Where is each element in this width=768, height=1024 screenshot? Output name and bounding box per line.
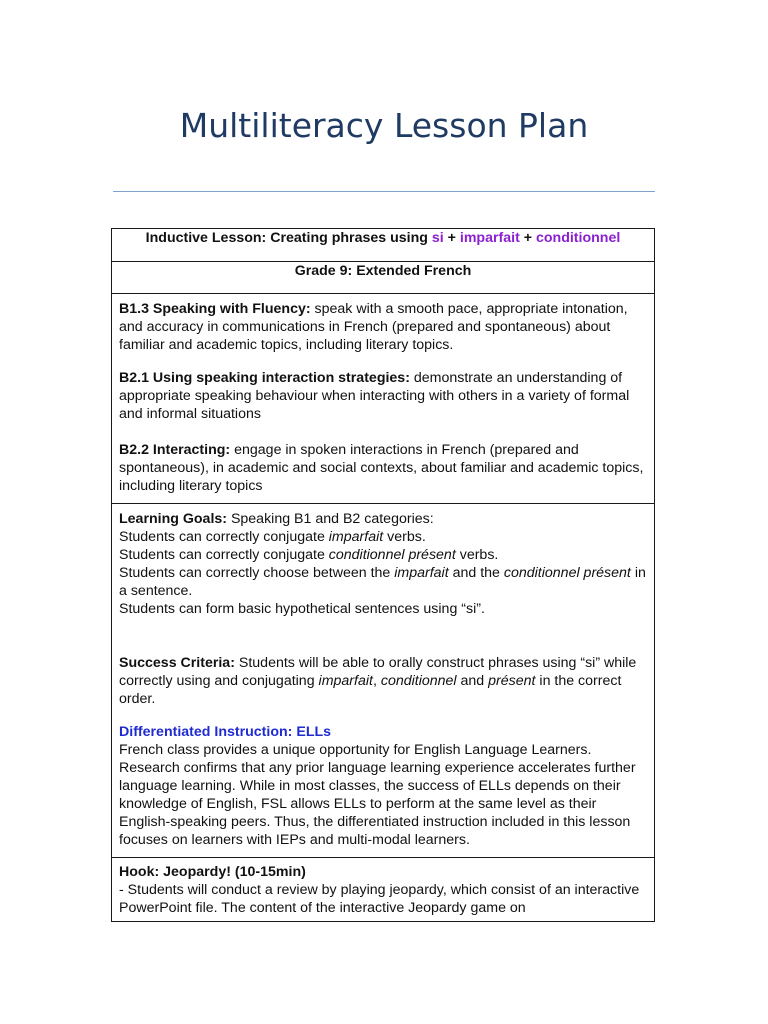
expectation-b2-1 (119, 369, 647, 423)
differentiated-heading: Differentiated Instruction: ELLs (119, 724, 332, 740)
plus-sign: + (519, 230, 536, 246)
learning-goals-intro-text: Speaking B1 and B2 categories: (227, 511, 434, 527)
learning-goals (119, 510, 647, 618)
learning-goal-item (119, 564, 647, 600)
expectation-text: engage in spoken interactions in French (prepared and spontaneous), in academic and social contexts, about familiar and academic topics, including literary topics (119, 442, 644, 494)
goal-italic: imparfait (394, 565, 449, 581)
learning-goal-item: Students can form basic hypothetical sentences using “si”. (119, 601, 485, 617)
success-criteria (119, 654, 647, 708)
expectation-label: B2.2 Interacting: (119, 442, 231, 458)
differentiated-instruction (119, 723, 647, 849)
title-divider (113, 191, 655, 192)
goal-italic: conditionnel présent (328, 547, 456, 563)
expectation-b2-2 (119, 441, 647, 495)
plus-sign: + (443, 230, 460, 246)
grade-row (112, 262, 655, 294)
criteria-italic: imparfait (318, 673, 373, 689)
learning-goal-item (119, 546, 647, 564)
learning-goal-item (119, 528, 647, 546)
goal-italic: conditionnel présent (503, 565, 631, 581)
learning-goals-intro (119, 510, 647, 528)
expectation-text: demonstrate an understanding of appropriate speaking behaviour when interacting with others in a variety of formal and informal situations (119, 370, 630, 422)
lesson-title-prefix: Inductive Lesson: Creating phrases using (145, 230, 432, 246)
goal-text: and the (448, 565, 504, 581)
hook-heading: Hook: Jeopardy! (10-15min) (119, 864, 306, 880)
criteria-italic: conditionnel (380, 673, 457, 689)
goals-cell (112, 504, 655, 858)
goal-text: in a sentence. (119, 565, 646, 599)
criteria-text: Students will be able to orally construct phrases using “si” while correctly using and conjugating (119, 655, 637, 689)
goal-italic: imparfait (328, 529, 384, 545)
criteria-text: and (456, 673, 489, 689)
expectation-label: B2.1 Using speaking interaction strategies: (119, 370, 410, 386)
goal-text: Students can correctly choose between the (119, 565, 395, 581)
goal-text: Students can correctly conjugate (119, 529, 329, 545)
expectations-row (112, 294, 655, 504)
goals-row (112, 504, 655, 858)
learning-goals-label: Learning Goals: (119, 511, 227, 527)
grade-cell: Grade 9: Extended French (112, 262, 655, 294)
differentiated-text: French class provides a unique opportunity for English Language Learners. Research confirms that any prior language learning experience accelerates further language learning. While in most classes, the success of ELLs depends on their knowledge of English, FSL allows ELLs to perform at the same level as their English-speaking peers. Thus, the differentiated instruction included in this lesson focuses on learners with IEPs and multi-modal learners. (119, 742, 636, 848)
goal-text: verbs. (383, 529, 426, 545)
success-criteria-label: Success Criteria: (119, 655, 235, 671)
lesson-title-row (112, 229, 655, 262)
hook-row (112, 858, 655, 922)
expectation-b1-3 (119, 300, 647, 354)
criteria-text: , (372, 673, 381, 689)
keyword-conditionnel: conditionnel (535, 230, 621, 246)
hook-text: - Students will conduct a review by playing jeopardy, which consist of an interactive PowerPoint file. The content of the interactive Jeopardy game on (119, 882, 640, 916)
keyword-imparfait: imparfait (459, 230, 520, 246)
hook-cell (112, 858, 655, 922)
keyword-si: si (431, 230, 444, 246)
goal-text: Students can correctly conjugate (119, 547, 329, 563)
expectations-cell (112, 294, 655, 504)
expectation-text: speak with a smooth pace, appropriate intonation, and accuracy in communications in French (prepared and spontaneous) about familiar and academic topics, including literary topics. (119, 301, 628, 353)
expectation-label: B1.3 Speaking with Fluency: (119, 301, 311, 317)
lesson-title-cell (112, 229, 655, 262)
goal-text: verbs. (455, 547, 499, 563)
criteria-text: in the correct order. (119, 673, 622, 707)
criteria-italic: présent (488, 673, 536, 689)
lesson-plan-table (111, 228, 655, 922)
page-title: Multiliteracy Lesson Plan (179, 106, 589, 145)
